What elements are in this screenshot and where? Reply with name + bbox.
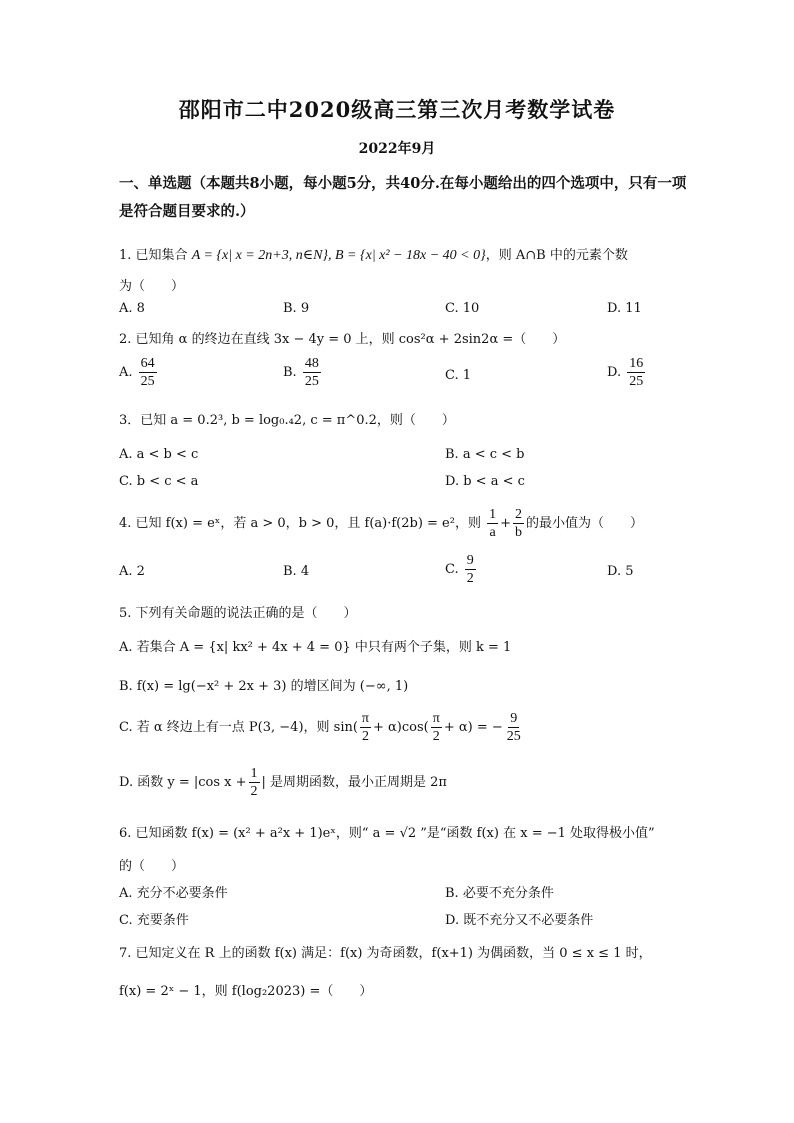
- question-2: 2. 已知角 α 的终边在直线 3x − 4y = 0 上，则 cos²α + 2sin2α =（ ）: [119, 332, 566, 347]
- q1-option-c: C. 10: [445, 301, 480, 316]
- question-1-cont: 为（ ）: [119, 279, 185, 294]
- q5-option-c: C. 若 α 终边上有一点 P(3, −4)，则 sin( $\frac{\pi}{2}$ + α)cos( $\frac{\pi}{2}$ + α) = − $\frac{9}{25}$: [119, 711, 521, 744]
- q6-option-c: C. 充要条件: [119, 913, 189, 928]
- q2-b-fraction: $\frac{48}{25}$: [304, 356, 319, 389]
- q5-c-frac-3: $\frac{9}{25}$: [506, 711, 521, 744]
- q3-option-d: D. b < a < c: [445, 474, 525, 489]
- q4-option-d: D. 5: [607, 564, 634, 579]
- q2-option-d: D. $\frac{16}{25}$: [607, 356, 644, 389]
- question-5: 5. 下列有关命题的说法正确的是（ ）: [119, 606, 357, 621]
- q1-sets: A = {x| x = 2n+3, n∈N}, B = {x| x² − 18x − 40 < 0}: [191, 248, 486, 263]
- question-1: [119, 244, 628, 264]
- q1-option-d: D. 11: [607, 301, 642, 316]
- q5-option-d: D. 函数 y = |cos x + $\frac{1}{2}$ | 是周期函数，最小正周期是 2π: [119, 766, 447, 799]
- question-6: 6. 已知函数 f(x) = (x² + a²x + 1)eˣ，则“ a = √2 ”是“函数 f(x) 在 x = −1 处取得极小值”: [119, 826, 655, 841]
- q3-option-c: C. b < c < a: [119, 474, 199, 489]
- question-7: 7. 已知定义在 R 上的函数 f(x) 满足：f(x) 为奇函数，f(x+1) 为偶函数，当 0 ≤ x ≤ 1 时，: [119, 946, 652, 961]
- q3-option-a: A. a < b < c: [119, 447, 199, 462]
- question-4: 4. 已知 f(x) = eˣ，若 a > 0，b > 0，且 f(a)·f(2b) = e²，则 $\frac{1}{a}$ + $\frac{2}{b}$ 的最小值为（ ）: [119, 507, 644, 540]
- q2-option-b: B. $\frac{48}{25}$: [283, 356, 319, 389]
- q1-tail: ，则 A∩B 中的元素个数: [485, 248, 628, 263]
- q5-option-b: B. f(x) = lg(−x² + 2x + 3) 的增区间为 (−∞, 1): [119, 679, 409, 694]
- question-3: 3．已知 a = 0.2³, b = log₀.₄2, c = π^0.2，则（ ）: [119, 413, 455, 428]
- q4-fraction-2: $\frac{2}{b}$: [515, 507, 523, 540]
- q5-c-frac-2: $\frac{\pi}{2}$: [432, 711, 440, 744]
- exam-title: 邵阳市二中2020级高三第三次月考数学试卷: [178, 97, 616, 122]
- q6-option-b: B. 必要不充分条件: [445, 886, 554, 901]
- q1-option-b: B. 9: [283, 301, 310, 316]
- q4-option-a: A. 2: [119, 564, 145, 579]
- q2-option-a: A. $\frac{64}{25}$: [119, 356, 155, 389]
- q4-option-c: C. $\frac{9}{2}$: [445, 553, 474, 586]
- q2-a-fraction: $\frac{64}{25}$: [140, 356, 155, 389]
- q3-option-b: B. a < c < b: [445, 447, 525, 462]
- exam-date: 2022年9月: [358, 141, 436, 157]
- q4-option-b: B. 4: [283, 564, 310, 579]
- q5-option-a: A. 若集合 A = {x| kx² + 4x + 4 = 0} 中只有两个子集，则 k = 1: [119, 640, 512, 655]
- q5-d-fraction: $\frac{1}{2}$: [250, 766, 258, 799]
- question-7-cont: f(x) = 2ˣ − 1，则 f(log₂2023) =（ ）: [119, 984, 373, 999]
- q6-option-d: D. 既不充分又不必要条件: [445, 913, 594, 928]
- q2-option-c: C. 1: [445, 368, 472, 383]
- q2-d-fraction: $\frac{16}{25}$: [629, 356, 644, 389]
- section-heading: 一、单选题（本题共8小题，每小题5分，共40分.在每小题给出的四个选项中，只有一项是符合题目要求的.）: [119, 175, 687, 220]
- q1-option-a: A. 8: [119, 301, 145, 316]
- q4-fraction-1: $\frac{1}{a}$: [489, 507, 497, 540]
- q5-c-frac-1: $\frac{\pi}{2}$: [361, 711, 369, 744]
- q4-c-fraction: $\frac{9}{2}$: [466, 553, 474, 586]
- question-6-cont: 的（ ）: [119, 859, 185, 874]
- q1-number: 1. 已知集合: [119, 248, 188, 263]
- q6-option-a: A. 充分不必要条件: [119, 886, 228, 901]
